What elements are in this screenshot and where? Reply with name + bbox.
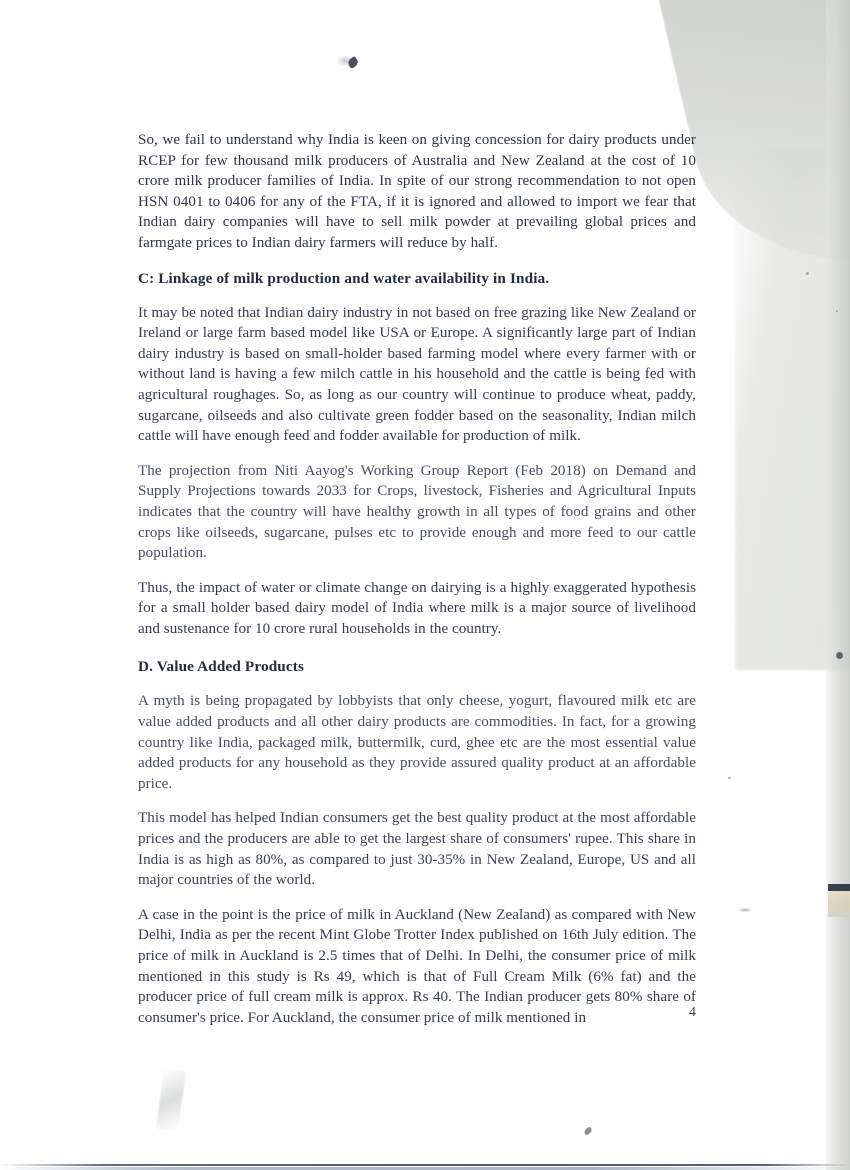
paragraph-water-climate-hypothesis: Thus, the impact of water or climate change on dairying is a highly exaggerated hypothesis for a small holder based dairy model of India where milk is a major source of livelihood and sustenance for 10 crore rural households in the country. xyxy=(138,579,696,637)
document-text-column xyxy=(138,130,696,1028)
scanner-dark-band xyxy=(828,884,850,891)
paragraph-indian-dairy-smallholder: It may be noted that Indian dairy industry in not based on free grazing like New Zealand or Ireland or large farm based model like USA or Europe. A significantly large part of Indian dairy industry is based on small-holder based farming model where every farmer with or without land is having a few milch cattle in his household and the cattle is being fed with agricultural roughages. So, as long as our country will continue to produce wheat, paddy, sugarcane, oilseeds and also cultivate green fodder based on the seasonality, Indian milch cattle will have enough feed and fodder available for production of milk. xyxy=(138,304,696,445)
paragraph-auckland-delhi-milk-price: A case in the point is the price of milk in Auckland (New Zealand) as compared with New Delhi, India as per the recent Mint Globe Trotter Index published on 16th July edition. The price of milk in Auckland is 2.5 times that of Delhi. In Delhi, the consumer price of milk mentioned in this study is Rs 49, which is that of Full Cream Milk (6% fat) and the producer price of full cream milk is approx. Rs 40. The Indian producer gets 80% share of consumer's price. For Auckland, the consumer price of milk mentioned in xyxy=(138,906,696,1026)
scanner-bottom-edge-line xyxy=(0,1164,850,1166)
page-fold-crease xyxy=(156,1069,186,1131)
dust-speck-three xyxy=(836,310,838,312)
scanner-warm-band xyxy=(828,891,850,917)
ink-speck-right xyxy=(738,908,752,912)
heading-d-value-added-products: D. Value Added Products xyxy=(138,658,305,676)
dust-speck-one xyxy=(806,272,809,275)
scanner-right-edge-strip xyxy=(826,0,850,1170)
paragraph-value-added-myth: A myth is being propagated by lobbyists that only cheese, yogurt, flavoured milk etc are value added products and all other dairy products are commodities. In fact, for a growing country like India, packaged milk, buttermilk, curd, ghee etc are the most essential value added products for any household as they provide assured quality product at an affordable price. xyxy=(138,693,696,792)
ink-speck-bottom xyxy=(583,1126,593,1135)
heading-c-linkage-milk-water: C: Linkage of milk production and water availability in India. xyxy=(138,269,550,287)
dust-speck-two xyxy=(728,777,731,779)
ink-speck-edge xyxy=(836,652,843,659)
paragraph-consumer-rupee-share: This model has helped Indian consumers get the best quality product at the most affordable prices and the producers are able to get the largest share of consumers' rupee. This share in India is as high as 80%, as compared to just 30-35% in New Zealand, Europe, US and all major countries of the world. xyxy=(138,810,696,889)
paragraph-niti-aayog-projection: The projection from Niti Aayog's Working Group Report (Feb 2018) on Demand and Supply Projections towards 2033 for Crops, livestock, Fisheries and Agricultural Inputs indicates that the country will have healthy growth in all types of food grains and other crops like oilseeds, sugarcane, pulses etc to provide enough and more feed to our cattle population. xyxy=(138,462,696,562)
page-number: 4 xyxy=(689,1005,696,1020)
paragraph-rcep-concession: So, we fail to understand why India is keen on giving concession for dairy products under RCEP for few thousand milk producers of Australia and New Zealand at the cost of 10 crore milk producer families of India. In spite of our strong recommendation to not open HSN 0401 to 0406 for any of the FTA, if it is ignored and allowed to import we fear that Indian dairy companies will have to sell milk powder at prevailing global prices and farmgate prices to Indian dairy farmers will reduce by half. xyxy=(138,132,696,251)
